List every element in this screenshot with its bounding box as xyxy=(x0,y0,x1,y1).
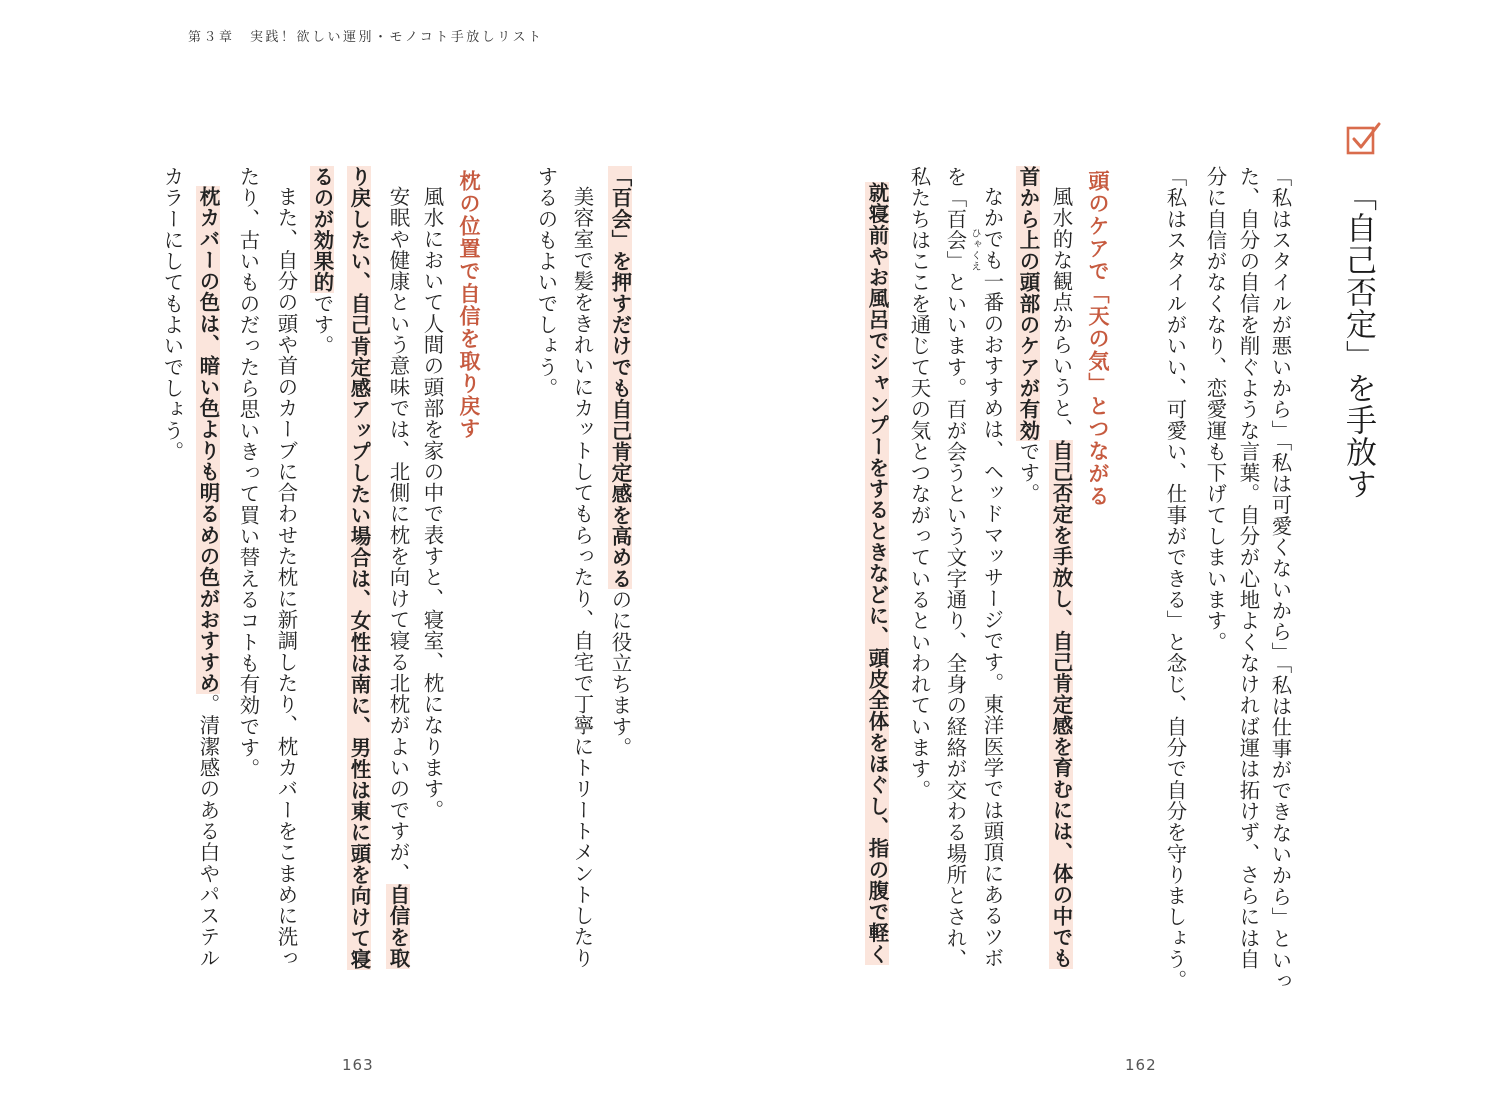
body-text: です。 xyxy=(310,292,335,357)
highlighted-text: り戻したい、 xyxy=(347,166,372,293)
page-number-left: 163 xyxy=(342,1056,374,1074)
ruby-furigana: ひゃくえ xyxy=(969,228,980,272)
body-text: 「百会」といいます。百が会うという文字通り、全身の経絡が交わる場所とされ、 xyxy=(943,187,968,970)
highlighted-text: 体の中でも xyxy=(1049,862,1074,969)
body-column xyxy=(943,166,968,970)
body-text: です。 xyxy=(1016,440,1041,505)
highlighted-text: るのが効果的 xyxy=(310,166,335,293)
page-number-right: 162 xyxy=(1125,1056,1157,1074)
body-text: 。清潔感のある白やパステル xyxy=(196,693,221,969)
subheading-pillow-position: 枕の位置で自信を取り戻す xyxy=(457,170,481,440)
body-text: のに役立ちます。 xyxy=(608,589,633,759)
body-column: た、自分の自信を削ぐような言葉。自分が心地よくなければ運は拓けず、さらには自 xyxy=(1236,166,1261,970)
body-column: するのもよいでしょう。 xyxy=(534,166,559,399)
body-column: また、自分の頭や首のカーブに合わせた枕に新調したり、枕カバーをこまめに洗っ xyxy=(274,186,299,969)
body-column xyxy=(386,186,411,969)
body-column xyxy=(310,166,335,357)
body-column: 「私はスタイルが悪いから」「私は可愛くないから」「私は仕事ができないから」といっ xyxy=(1268,166,1293,992)
highlighted-text: 自己肯定感アップしたい場合は、女性は南に、男性は東に頭を向けて寝 xyxy=(347,292,372,970)
body-text: 風水的な観点からいうと、 xyxy=(1049,186,1074,440)
highlighted-text: 自己否定を手放し、自己肯定感を育むには、 xyxy=(1049,439,1074,863)
highlighted-text: 就寝前やお風呂でシャンプーをするときなどに、頭皮全体をほぐし、指の腹で軽く xyxy=(865,182,890,965)
body-column: なかでも一番のおすすめは、ヘッドマッサージです。東洋医学では頭頂にあるツボ xyxy=(980,186,1005,969)
body-column: 風水において人間の頭部を家の中で表すと、寝室、枕になります。 xyxy=(420,186,445,821)
checkbox-icon xyxy=(1345,120,1383,158)
body-column: たり、古いものだったら思いきって買い替えるコトも有効です。 xyxy=(236,166,261,780)
body-column: 分に自信がなくなり、恋愛運も下げてしまいます。 xyxy=(1203,166,1228,653)
body-column xyxy=(196,186,221,969)
body-column xyxy=(347,166,372,970)
highlighted-text: 「百会」を押すだけでも自己肯定感を高める xyxy=(608,166,633,589)
body-column: カラーにしてもよいでしょう。 xyxy=(160,166,185,463)
subheading-head-care: 頭のケアで「天の気」とつながる xyxy=(1086,170,1110,508)
body-column xyxy=(1016,166,1041,505)
highlighted-text: 首から上の頭部のケアが有効 xyxy=(1016,166,1041,441)
header-chapter-title: 第３章 実践！欲しい運別・モノコト手放しリスト xyxy=(188,30,544,45)
body-column: 「私はスタイルがいい、可愛い、仕事ができる」と念じ、自分で自分を守りましょう。 xyxy=(1163,166,1188,991)
body-column xyxy=(1049,186,1074,969)
body-text: を xyxy=(943,166,968,188)
body-column: 美容室で髪をきれいにカットしてもらったり、自宅で丁寧にトリートメントしたり xyxy=(570,186,595,969)
highlighted-text: 自信を取 xyxy=(386,883,411,969)
body-column: 私たちはここを通じて天の気とつながっているといわれています。 xyxy=(907,166,932,801)
body-column xyxy=(865,182,890,965)
body-text: 安眠や健康という意味では、北側に枕を向けて寝る北枕がよいのですが、 xyxy=(386,186,411,884)
highlighted-text: 枕カバーの色は、暗い色よりも明るめの色がおすすめ xyxy=(196,186,221,694)
section-title: 「自己否定」を手放す xyxy=(1340,180,1376,500)
body-column xyxy=(608,166,633,759)
